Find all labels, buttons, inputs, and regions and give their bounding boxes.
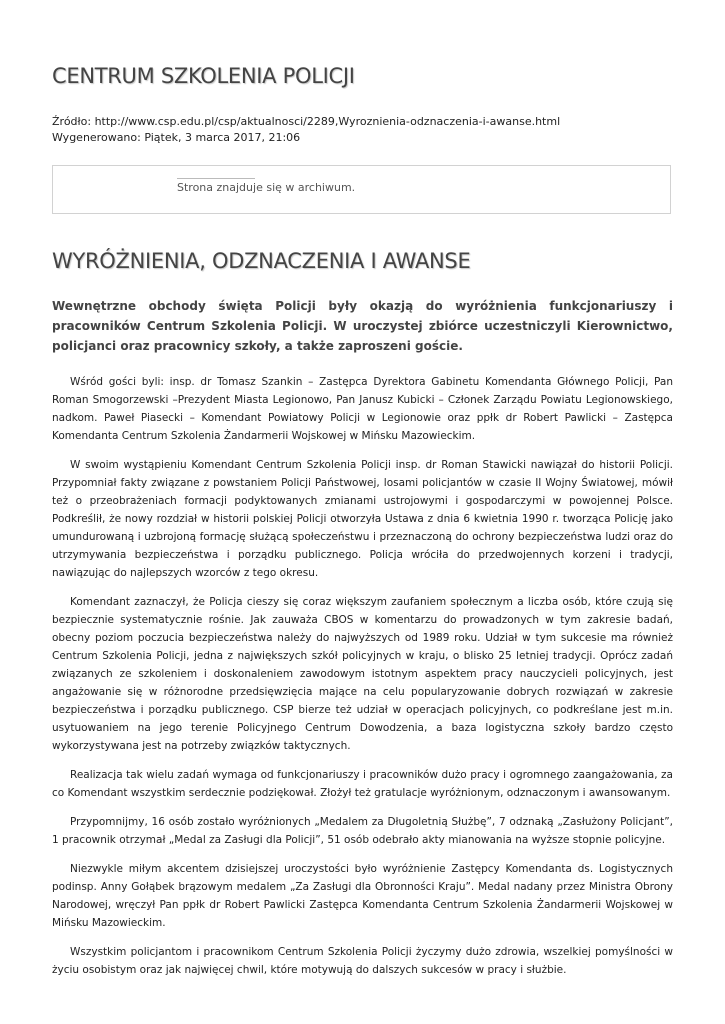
article-paragraph: Niezwykle miłym akcentem dzisiejszej uroczystości było wyróżnienie Zastępcy Komendanta ds. Logistycznych podinsp. Anny Gołąbek brązowym medalem „Za Zasługi dla Obronności Kraju”. Medal nadany przez Ministra Obrony Narodowej, wręczył Pan ppłk dr Robert Pawlicki Zastępca Komendanta Centrum Szkolenia Żandarmerii Wojskowej w Mińsku Mazowieckim.	[52, 863, 673, 929]
archive-notice-divider	[177, 178, 255, 179]
site-title: CENTRUM SZKOLENIA POLICJI	[52, 64, 355, 88]
article-paragraph: Wśród gości byli: insp. dr Tomasz Szankin – Zastępca Dyrektora Gabinetu Komendanta Głównego Policji, Pan Roman Smogorzewski –Prezydent Miasta Legionowo, Pan Janusz Kubicki – Członek Zarządu Powiatu Legionowskiego, nadkom. Paweł Piasecki – Komendant Powiatowy Policji w Legionowie oraz ppłk dr Robert Pawlicki – Zastępca Komendanta Centrum Szkolenia Żandarmerii Wojskowej w Mińsku Mazowieckim.	[52, 376, 673, 442]
article-body	[52, 373, 673, 990]
archive-notice-box	[52, 165, 671, 214]
source-url-line: Źródło: http://www.csp.edu.pl/csp/aktualnosci/2289,Wyroznienia-odznaczenia-i-awanse.html	[52, 115, 561, 128]
article-paragraph: Komendant zaznaczył, że Policja cieszy się coraz większym zaufaniem społecznym a liczba osób, które czują się bezpiecznie systematycznie rośnie. Jak zauważa CBOS w komentarzu do prowadzonych w tym zakresie badań, obecny poziom poczucia bezpieczeństwa należy do najwyższych od 1989 roku. Udział w tym sukcesie ma również Centrum Szkolenia Policji, jedna z największych szkół policyjnych w kraju, o blisko 25 letniej tradycji. Oprócz zadań związanych ze szkoleniem i doskonaleniem zawodowym istotnym aspektem pracy nauczycieli policyjnych, jest angażowanie się w różnorodne przedsięwzięcia mające na celu popularyzowanie dobrych rozwiązań w zakresie bezpieczeństwa i porządku publicznego. CSP bierze też udział w operacjach policyjnych, co podkreślane jest m.in. usytuowaniem na jego terenie Policyjnego Centrum Dowodzenia, a baza logistyczna szkoły bardzo często wykorzystywana jest na potrzeby związków taktycznych.	[52, 596, 673, 752]
article-lead: Wewnętrzne obchody święta Policji były okazją do wyróżnienia funkcjonariuszy i pracowników Centrum Szkolenia Policji. W uroczystej zbiórce uczestniczyli Kierownictwo, policjanci oraz pracownicy szkoły, a także zaproszeni goście.	[52, 299, 673, 353]
article-paragraph: Wszystkim policjantom i pracownikom Centrum Szkolenia Policji życzymy dużo zdrowia, wszelkiej pomyślności w życiu osobistym oraz jak najwięcej chwil, które motywują do dalszych sukcesów w pracy i służbie.	[52, 946, 673, 976]
document-meta	[52, 114, 560, 146]
generated-date-line: Wygenerowano: Piątek, 3 marca 2017, 21:06	[52, 131, 301, 144]
article-paragraph: Przypomnijmy, 16 osób zostało wyróżnionych „Medalem za Długoletnią Służbę”, 7 odznaką „Zasłużony Policjant”, 1 pracownik otrzymał „Medal za Zasługi dla Policji”, 51 osób odebrało akty mianowania na wyższe stopnie policyjne.	[52, 816, 673, 846]
article-paragraph: W swoim wystąpieniu Komendant Centrum Szkolenia Policji insp. dr Roman Stawicki nawiązał do historii Policji. Przypomniał fakty związane z powstaniem Policji Państwowej, losami policjantów w czasie II Wojny Światowej, mówił też o przeobrażeniach formacji podyktowanych zmianami ustrojowymi i gospodarczymi w powojennej Polsce. Podkreślił, że nowy rozdział w historii polskiej Policji otworzyła Ustawa z dnia 6 kwietnia 1990 r. tworząca Policję jako umundurowaną i uzbrojoną formację służącą społeczeństwu i przeznaczoną do ochrony bezpieczeństwa ludzi oraz do utrzymywania bezpieczeństwa i porządku publicznego. Policja wróciła do przedwojennych korzeni i tradycji, nawiązując do najlepszych wzorców z tego okresu.	[52, 459, 673, 579]
article-paragraph: Realizacja tak wielu zadań wymaga od funkcjonariuszy i pracowników dużo pracy i ogromnego zaangażowania, za co Komendant wszystkim serdecznie podziękował. Złożył też gratulacje wyróżnionym, odznaczonym i awansowanym.	[52, 769, 673, 799]
article-title: WYRÓŻNIENIA, ODZNACZENIA I AWANSE	[52, 249, 471, 273]
archive-notice-text: Strona znajduje się w archiwum.	[177, 181, 356, 194]
